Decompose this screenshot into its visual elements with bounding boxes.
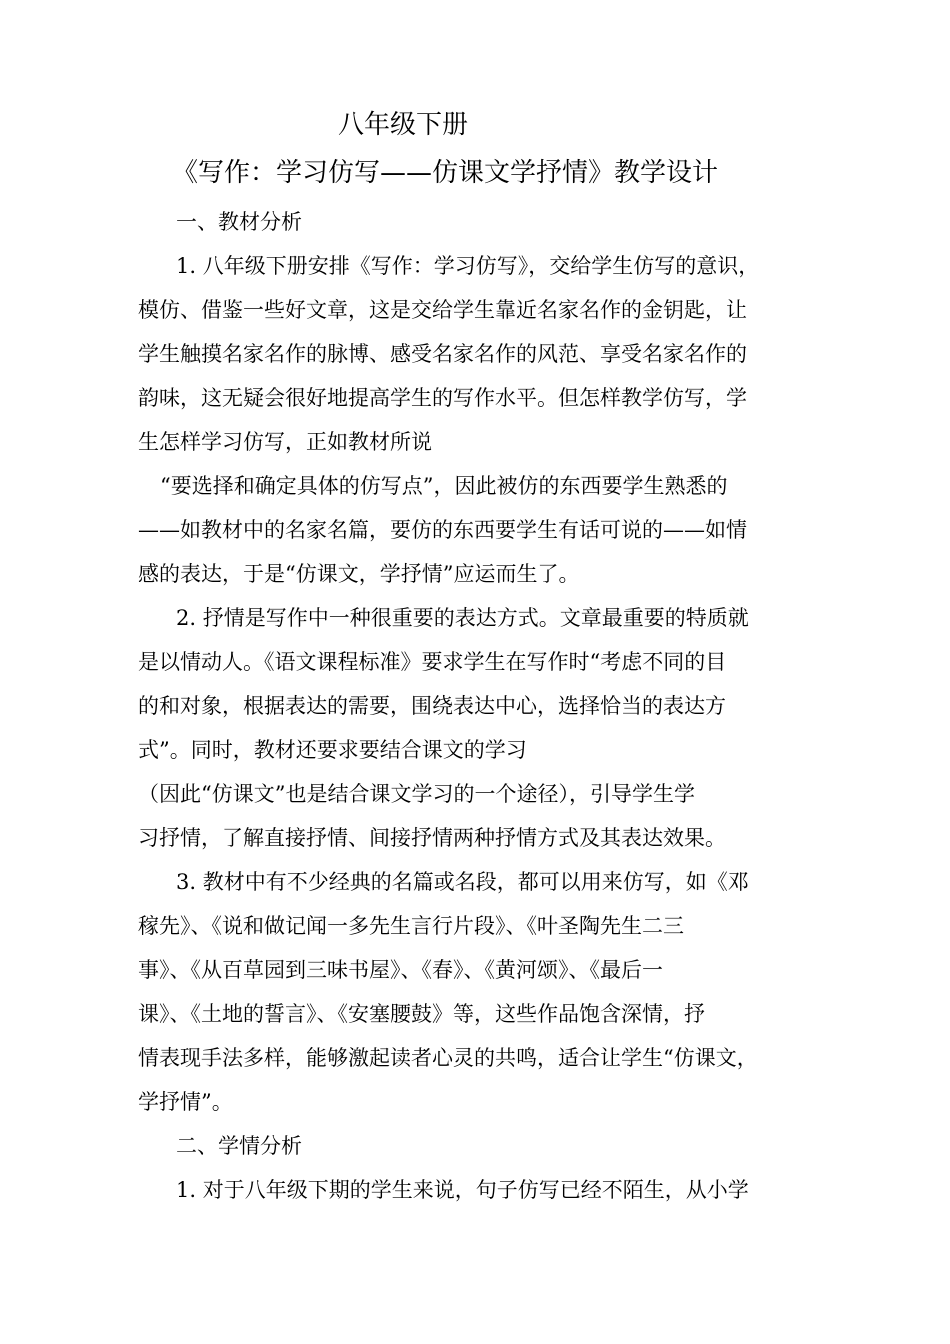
paragraph-line: 习抒情，了解直接抒情、间接抒情两种抒情方式及其表达效果。 xyxy=(138,826,726,850)
paragraph-line: 情表现手法多样，能够激起读者心灵的共鸣，适合让学生“仿课文， xyxy=(138,1046,758,1070)
section-heading-textbook-analysis: 一、教材分析 xyxy=(176,210,302,234)
paragraph-line: ——如教材中的名家名篇，要仿的东西要学生有话可说的——如情 xyxy=(138,518,747,542)
paragraph-line: 3. 教材中有不少经典的名篇或名段，都可以用来仿写，如《邓 xyxy=(176,870,749,894)
paragraph-line: （因此“仿课文”也是结合课文学习的一个途径），引导学生学 xyxy=(138,782,695,806)
paragraph-line: 韵味，这无疑会很好地提高学生的写作水平。但怎样教学仿写，学 xyxy=(138,386,747,410)
paragraph-line: 稼先》、《说和做记闻一多先生言行片段》、《叶圣陶先生二三 xyxy=(138,914,684,938)
paragraph-line: 课》、《土地的誓言》、《安塞腰鼓》等，这些作品饱含深情，抒 xyxy=(138,1002,705,1026)
paragraph-line: 2. 抒情是写作中一种很重要的表达方式。文章最重要的特质就 xyxy=(176,606,749,630)
document-body xyxy=(138,200,838,1212)
paragraph-line: 的和对象，根据表达的需要，围绕表达中心，选择恰当的表达方 xyxy=(138,694,726,718)
document-title: 《写作：学习仿写——仿课文学抒情》教学设计 xyxy=(172,158,719,188)
paragraph-line: 是以情动人。《语文课程标准》要求学生在写作时“考虑不同的目 xyxy=(138,650,727,674)
paragraph-line: 学抒情”。 xyxy=(138,1090,233,1114)
paragraph-line: 事》、《从百草园到三味书屋》、《春》、《黄河颂》、《最后一 xyxy=(138,958,663,982)
document-grade-heading: 八年级下册 xyxy=(338,110,469,140)
paragraph-line: 1. 对于八年级下期的学生来说，句子仿写已经不陌生，从小学 xyxy=(176,1178,749,1202)
paragraph-line: 式”。同时，教材还要求要结合课文的学习 xyxy=(138,738,527,762)
paragraph-line: “要选择和确定具体的仿写点”，因此被仿的东西要学生熟悉的 xyxy=(160,474,728,498)
paragraph-line: 学生触摸名家名作的脉博、感受名家名作的风范、享受名家名作的 xyxy=(138,342,747,366)
paragraph-line: 生怎样学习仿写，正如教材所说 xyxy=(138,430,432,454)
paragraph-line: 模仿、借鉴一些好文章，这是交给学生靠近名家名作的金钥匙，让 xyxy=(138,298,747,322)
section-heading-student-analysis: 二、学情分析 xyxy=(176,1134,302,1158)
paragraph-line: 1. 八年级下册安排《写作：学习仿写》，交给学生仿写的意识， xyxy=(176,254,760,278)
paragraph-line: 感的表达，于是“仿课文，学抒情”应运而生了。 xyxy=(138,562,580,586)
